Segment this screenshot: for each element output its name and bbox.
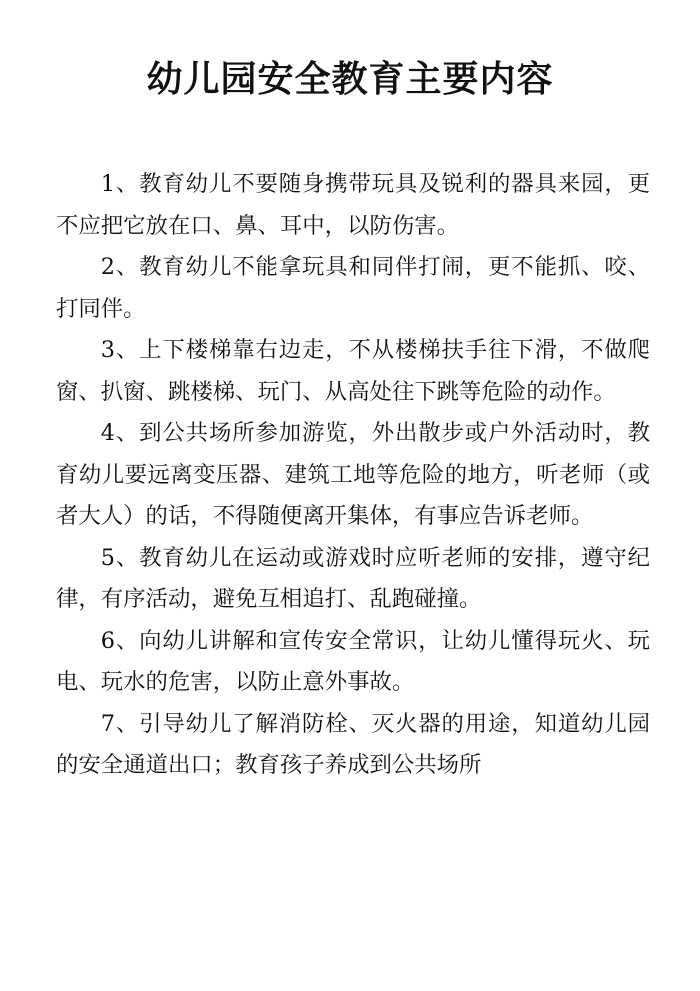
paragraph-3: 3、上下楼梯靠右边走，不从楼梯扶手往下滑，不做爬窗、扒窗、跳楼梯、玩门、从高处往下跳等危险的动作。 — [56, 337, 650, 405]
paragraph-6: 6、向幼儿讲解和宣传安全常识，让幼儿懂得玩火、玩电、玩水的危害，以防止意外事故。 — [56, 627, 650, 695]
paragraph-2: 2、教育幼儿不能拿玩具和同伴打闹，更不能抓、咬、打同伴。 — [56, 254, 650, 322]
page-title: 幼儿园安全教育主要内容 — [146, 59, 554, 100]
paragraph-4: 4、到公共场所参加游览，外出散步或户外活动时，教育幼儿要远离变压器、建筑工地等危险的地方，听老师（或者大人）的话，不得随便离开集体，有事应告诉老师。 — [56, 420, 650, 529]
paragraph-1: 1、教育幼儿不要随身携带玩具及锐利的器具来园，更不应把它放在口、鼻、耳中，以防伤害。 — [56, 171, 650, 239]
document-body — [56, 164, 650, 787]
paragraph-5: 5、教育幼儿在运动或游戏时应听老师的安排，遵守纪律，有序活动，避免互相追打、乱跑碰撞。 — [56, 544, 650, 612]
paragraph-7: 7、引导幼儿了解消防栓、灭火器的用途，知道幼儿园的安全通道出口；教育孩子养成到公共场所 — [56, 710, 650, 778]
